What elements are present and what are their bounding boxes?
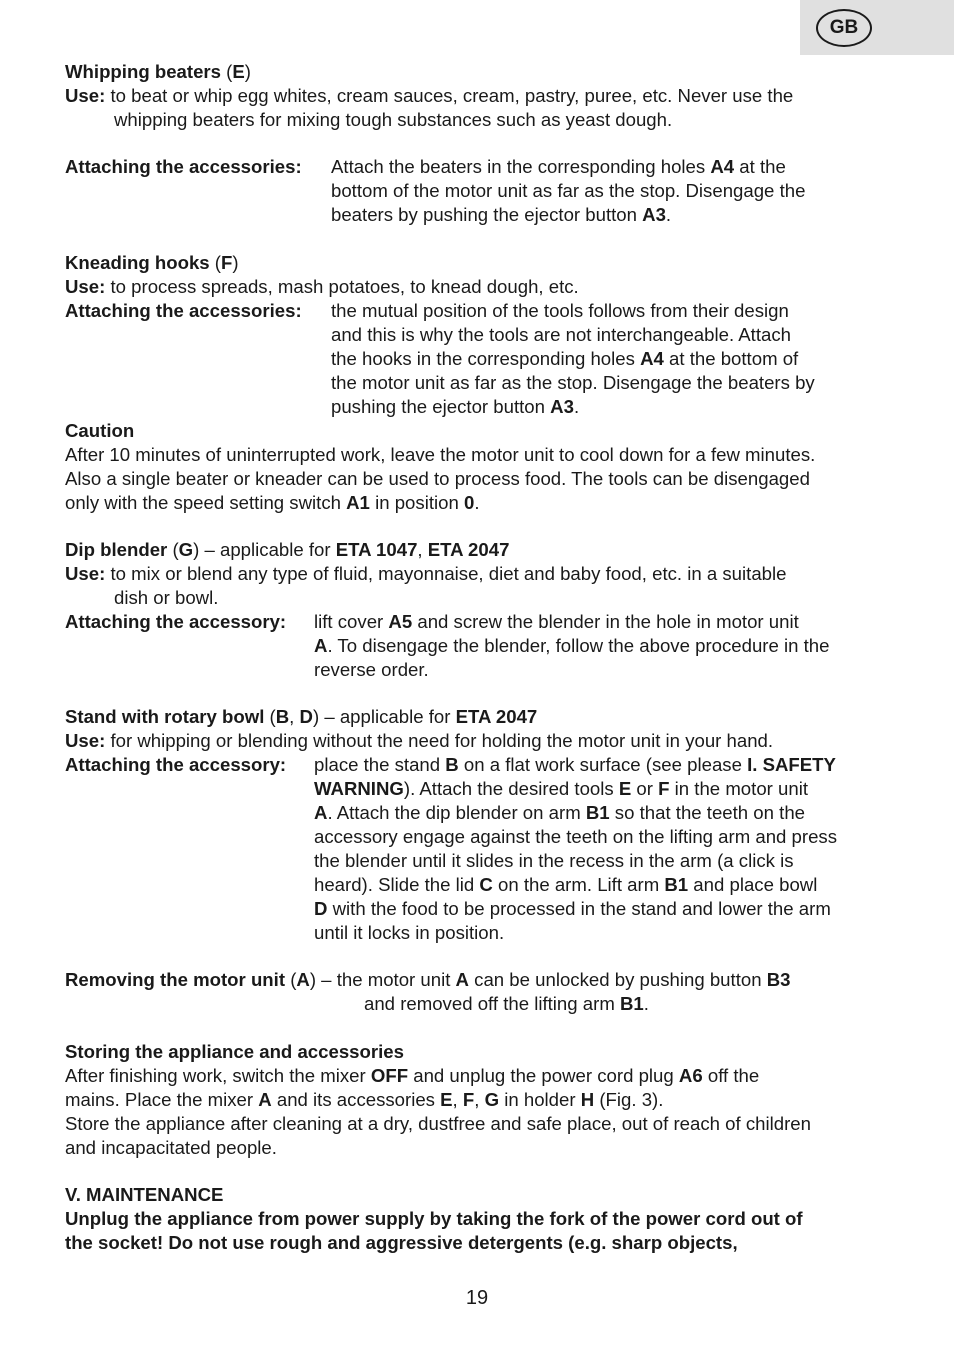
- whipping-attach-line: Attach the beaters in the corresponding holes A4 at the: [331, 156, 786, 177]
- stand-attach-line: accessory engage against the teeth on the lifting arm and press: [314, 826, 838, 847]
- kneading-attach-line: pushing the ejector button A3.: [331, 396, 580, 417]
- storing-line: mains. Place the mixer A and its accessories E, F, G in holder H (Fig. 3).: [65, 1089, 664, 1110]
- caution-heading: Caution: [65, 420, 135, 441]
- kneading-attach-line: the motor unit as far as the stop. Disengage the beaters by: [331, 372, 815, 393]
- caution-line: Also a single beater or kneader can be used to process food. The tools can be disengaged: [65, 468, 810, 489]
- removing-line-cont: and removed off the lifting arm B1.: [364, 993, 649, 1014]
- whipping-attach-label: Attaching the accessories:: [65, 156, 302, 177]
- stand-attach-line: the blender until it slides in the recess in the arm (a click is: [314, 850, 794, 871]
- stand-heading: Stand with rotary bowl (B, D) – applicable for ETA 2047: [65, 706, 538, 727]
- dip-use-cont: dish or bowl.: [114, 587, 219, 608]
- caution-line: After 10 minutes of uninterrupted work, leave the motor unit to cool down for a few minutes.: [65, 444, 816, 465]
- removing-line: Removing the motor unit (A) – the motor unit A can be unlocked by pushing button B3: [65, 969, 791, 990]
- whipping-use: Use: to beat or whip egg whites, cream sauces, cream, pastry, puree, etc. Never use the: [65, 85, 794, 106]
- storing-line: After finishing work, switch the mixer OFF and unplug the power cord plug A6 off the: [65, 1065, 760, 1086]
- dip-attach-label: Attaching the accessory:: [65, 611, 287, 632]
- whipping-use-cont: whipping beaters for mixing tough substances such as yeast dough.: [114, 109, 673, 130]
- kneading-attach-label: Attaching the accessories:: [65, 300, 302, 321]
- dip-attach-line: reverse order.: [314, 659, 429, 680]
- storing-line: Store the appliance after cleaning at a dry, dustfree and safe place, out of reach of children: [65, 1113, 811, 1134]
- storing-heading: Storing the appliance and accessories: [65, 1041, 404, 1062]
- whipping-attach-line: bottom of the motor unit as far as the stop. Disengage the: [331, 180, 806, 201]
- kneading-attach-line: and this is why the tools are not interchangeable. Attach: [331, 324, 791, 345]
- kneading-attach-line: the mutual position of the tools follows from their design: [331, 300, 789, 321]
- stand-attach-label: Attaching the accessory:: [65, 754, 287, 775]
- stand-attach-line: until it locks in position.: [314, 922, 505, 943]
- whipping-attach-line: beaters by pushing the ejector button A3.: [331, 204, 672, 225]
- dip-use: Use: to mix or blend any type of fluid, mayonnaise, diet and baby food, etc. in a suitable: [65, 563, 787, 584]
- language-badge: GB: [816, 9, 872, 47]
- maintenance-heading: V. MAINTENANCE: [65, 1184, 224, 1205]
- page-number: 19: [465, 1287, 489, 1309]
- stand-attach-line: D with the food to be processed in the stand and lower the arm: [314, 898, 831, 919]
- kneading-heading: Kneading hooks (F): [65, 252, 239, 273]
- stand-use: Use: for whipping or blending without the need for holding the motor unit in your hand.: [65, 730, 774, 751]
- storing-line: and incapacitated people.: [65, 1137, 277, 1158]
- caution-line: only with the speed setting switch A1 in position 0.: [65, 492, 480, 513]
- maintenance-line: the socket! Do not use rough and aggressive detergents (e.g. sharp objects,: [65, 1232, 738, 1253]
- kneading-attach-line: the hooks in the corresponding holes A4 at the bottom of: [331, 348, 799, 369]
- stand-attach-line: A. Attach the dip blender on arm B1 so that the teeth on the: [314, 802, 806, 823]
- maintenance-line: Unplug the appliance from power supply by taking the fork of the power cord out of: [65, 1208, 803, 1229]
- whipping-heading: Whipping beaters (E): [65, 61, 251, 82]
- stand-attach-line: WARNING). Attach the desired tools E or F in the motor unit: [314, 778, 808, 799]
- dip-attach-line: A. To disengage the blender, follow the above procedure in the: [314, 635, 830, 656]
- stand-attach-line: place the stand B on a flat work surface (see please I. SAFETY: [314, 754, 836, 775]
- dip-heading: Dip blender (G) – applicable for ETA 1047, ETA 2047: [65, 539, 510, 560]
- kneading-use: Use: to process spreads, mash potatoes, to knead dough, etc.: [65, 276, 579, 297]
- stand-attach-line: heard). Slide the lid C on the arm. Lift arm B1 and place bowl: [314, 874, 818, 895]
- dip-attach-line: lift cover A5 and screw the blender in the hole in motor unit: [314, 611, 799, 632]
